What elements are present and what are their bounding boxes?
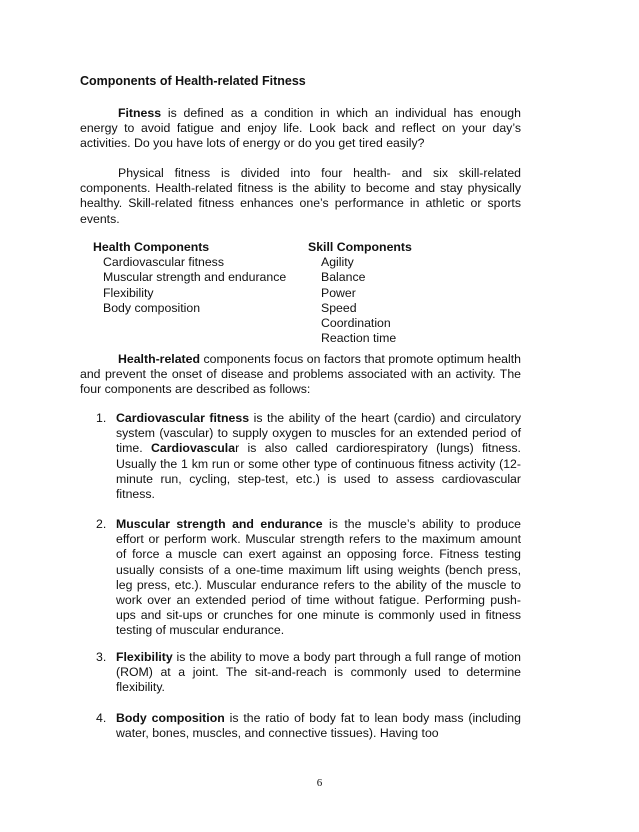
list-item-text: is the ability to move a body part through a full range of motion (ROM) at a joint. The sit-and-reach is commonly used to determine flexibility. xyxy=(116,650,521,695)
term-health-related: Health-related xyxy=(118,352,201,366)
list-item-text: is the ability of the heart (cardio) and circulatory system (vascular) to supply oxygen to muscles for an extended period of time. xyxy=(116,411,521,456)
paragraph-text: components focus on factors that promote optimum health and prevent the onset of disease and problems associated with an activity. The four components are described as follows: xyxy=(80,352,521,397)
list-item-cardiovascular xyxy=(80,411,521,502)
paragraph-text: is defined as a condition in which an individual has enough energy to avoid fatigue and enjoy life. Look back and reflect on your day’s activities. Do you have lots of energy or do you get tired easily? xyxy=(80,106,521,151)
term-cardiovascular: Cardiovascula xyxy=(151,441,236,456)
page-number: 6 xyxy=(316,777,323,789)
skill-component-item: Power xyxy=(321,285,356,300)
list-number: 3. xyxy=(96,650,107,664)
term-fitness: Fitness xyxy=(118,106,162,120)
list-number: 1. xyxy=(96,411,107,425)
skill-component-item: Speed xyxy=(321,300,357,315)
health-component-item: Cardiovascular fitness xyxy=(103,255,224,270)
list-item-body-composition xyxy=(80,711,521,741)
section-heading: Components of Health-related Fitness xyxy=(80,74,306,88)
health-components-list xyxy=(93,240,286,316)
paragraph-health-related xyxy=(80,352,521,398)
list-item-text: is the muscle’s ability to produce effort or perform work. Muscular strength refers to the maximum amount of force a muscle can exert against an opposing force. Fitness testing usually consists of a one-time maximum lift using weights (bench press, leg press, etc.). Muscular endurance refers to the ability of the muscle to work over an extended period of time without fatigue. Performing push-ups and sit-ups or crunches for one minute is commonly used in fitness testing of muscular endurance. xyxy=(116,517,521,638)
term-flexibility: Flexibility xyxy=(116,650,173,664)
list-number: 2. xyxy=(96,517,107,531)
health-components-header: Health Components xyxy=(93,240,210,254)
term-body-composition: Body composition xyxy=(116,711,225,725)
list-number: 4. xyxy=(96,711,107,725)
paragraph-physical-fitness: Physical fitness is divided into four health- and six skill-related components. Health-related fitness is the ability to become and stay physically healthy. Skill-related fitness enhances one’s performance in athletic or sports events. xyxy=(80,166,521,226)
skill-components-header: Skill Components xyxy=(308,240,412,254)
health-component-item: Body composition xyxy=(103,300,201,315)
list-item-text: r is also called cardiorespiratory (lungs) fitness. Usually the 1 km run or some other type of continuous fitness activity (12-minute run, cycling, step-test, etc.) is used to assess cardiovascular fitness. xyxy=(116,441,521,502)
health-component-item: Muscular strength and endurance xyxy=(103,270,287,285)
health-component-item: Flexibility xyxy=(103,285,154,300)
list-item-muscular xyxy=(80,517,521,639)
list-item-text: is the ratio of body fat to lean body mass (including water, bones, muscles, and connective tissues). Having too xyxy=(116,711,521,741)
term-cardiovascular-fitness: Cardiovascular fitness xyxy=(116,411,250,425)
skill-component-item: Balance xyxy=(321,270,366,285)
skill-components-list xyxy=(308,240,412,346)
skill-component-item: Reaction time xyxy=(321,331,397,346)
skill-component-item: Coordination xyxy=(321,316,391,331)
term-muscular-strength: Muscular strength and endurance xyxy=(116,517,323,531)
list-item-flexibility xyxy=(80,650,521,696)
skill-component-item: Agility xyxy=(321,255,354,270)
paragraph-fitness-definition xyxy=(80,106,521,152)
